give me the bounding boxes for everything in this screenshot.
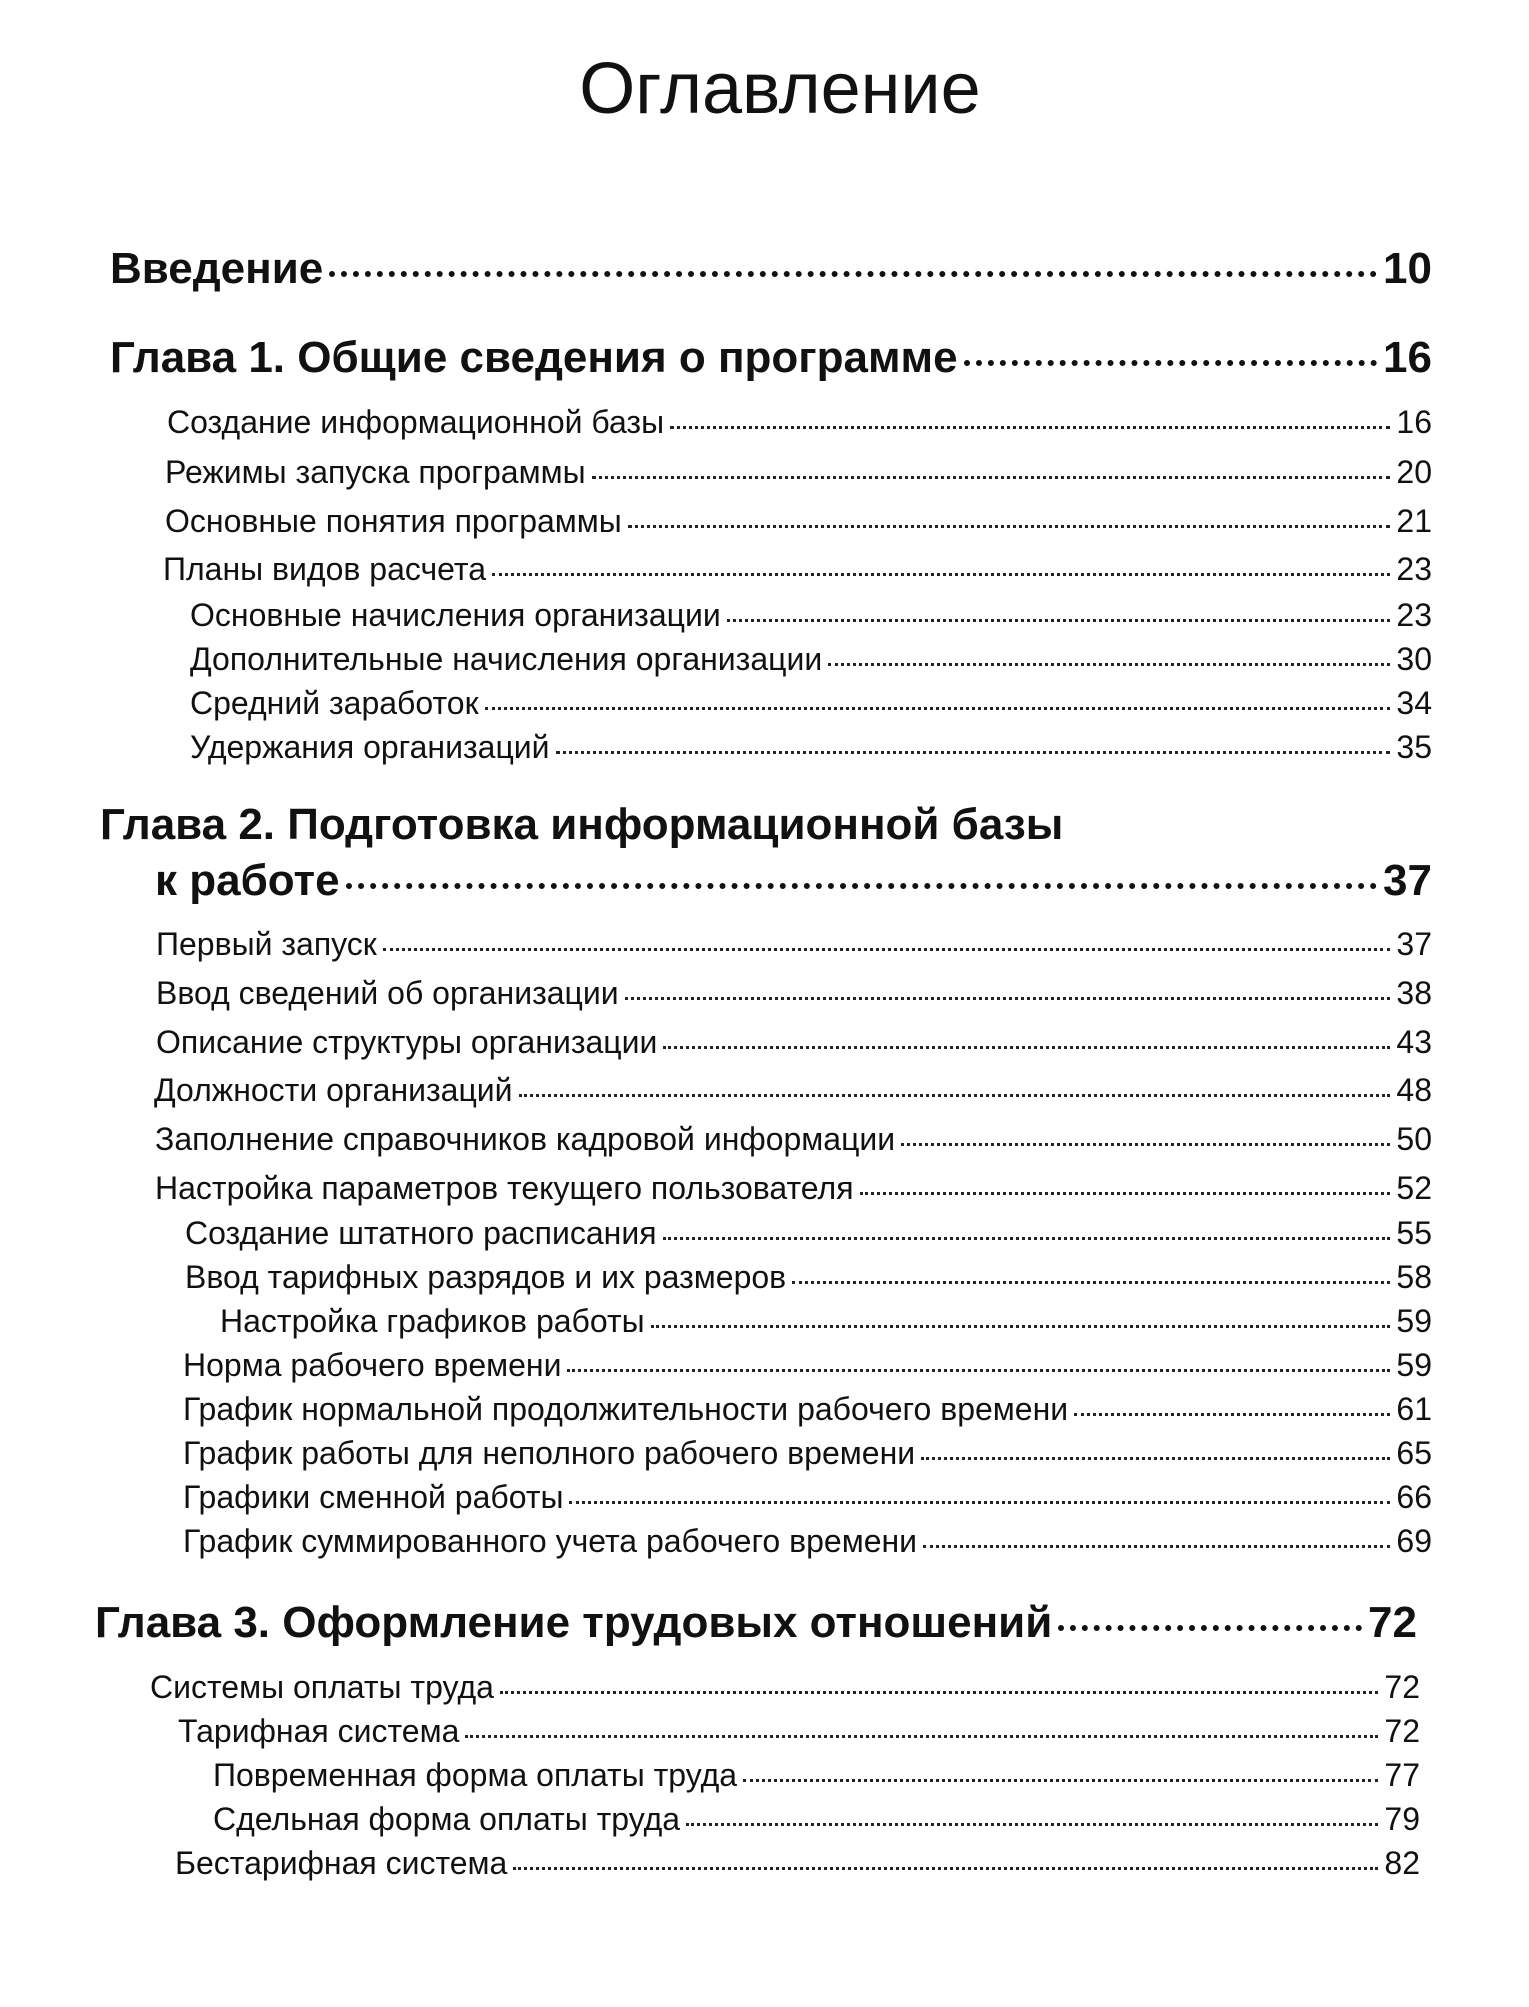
dot-leader: [625, 997, 1391, 1000]
toc-entry-label: Дополнительные начисления организации: [190, 641, 823, 677]
toc-entry-label: Глава 1. Общие сведения о программе: [110, 333, 958, 382]
dot-leader: [860, 1192, 1391, 1195]
toc-entry-label: Основные начисления организации: [190, 597, 721, 633]
toc-entry[interactable]: [190, 685, 1432, 722]
toc-entry[interactable]: [156, 1024, 1432, 1061]
toc-entry-page: 79: [1384, 1801, 1420, 1837]
dot-leader: [383, 948, 1391, 951]
toc-entry-page: 61: [1396, 1391, 1432, 1427]
toc-entry-label: Создание информационной базы: [167, 404, 665, 440]
dot-leader: [569, 1501, 1390, 1504]
toc-entry-label: Основные понятия программы: [165, 503, 622, 539]
toc-entry[interactable]: [154, 1072, 1432, 1109]
toc-entry[interactable]: [185, 1215, 1432, 1252]
toc-entry[interactable]: [175, 1845, 1420, 1882]
toc-entry-page: 37: [1383, 856, 1432, 905]
toc-entry[interactable]: [183, 1347, 1432, 1384]
toc-entry[interactable]: [110, 244, 1432, 294]
toc-entry-label: Планы видов расчета: [163, 551, 486, 587]
toc-entry-label: График суммированного учета рабочего времени: [183, 1523, 918, 1559]
toc-entry[interactable]: [156, 926, 1432, 963]
toc-entry[interactable]: [213, 1801, 1420, 1838]
toc-entry-label: Повременная форма оплаты труда: [213, 1757, 738, 1793]
dot-leader: [923, 1545, 1390, 1548]
toc-entry-label: Описание структуры организации: [156, 1024, 658, 1060]
toc-entry-page: 52: [1396, 1170, 1432, 1206]
dot-leader: [921, 1457, 1390, 1460]
toc-entry[interactable]: [156, 975, 1432, 1012]
dot-leader: [519, 1094, 1391, 1097]
toc-entry-page: 38: [1396, 975, 1432, 1011]
toc-entry-label: Введение: [110, 244, 324, 293]
toc-entry[interactable]: [110, 333, 1432, 383]
toc-entry-page: 23: [1396, 597, 1432, 633]
toc-entry-label: Бестарифная система: [175, 1845, 508, 1881]
dot-leader: [651, 1325, 1391, 1328]
toc-entry[interactable]: [165, 454, 1432, 491]
dot-leader: [346, 883, 1377, 889]
chapter-heading: Глава 2. Подготовка информационной базы: [100, 800, 1064, 849]
toc-entry-label: Первый запуск: [156, 926, 377, 962]
toc-entry-page: 20: [1396, 454, 1432, 490]
page-title: Оглавление: [579, 49, 981, 129]
dot-leader: [485, 707, 1391, 710]
toc-entry[interactable]: [155, 856, 1432, 906]
toc-entry-page: 43: [1396, 1024, 1432, 1060]
dot-leader: [663, 1046, 1390, 1049]
toc-entry-label: Удержания организаций: [190, 729, 550, 765]
toc-entry-label: к работе: [155, 856, 340, 905]
toc-entry-page: 66: [1396, 1479, 1432, 1515]
toc-entry-page: 30: [1396, 641, 1432, 677]
toc-entry[interactable]: [165, 503, 1432, 540]
dot-leader: [628, 525, 1391, 528]
toc-entry-page: 16: [1383, 333, 1432, 382]
toc-entry-page: 65: [1396, 1435, 1432, 1471]
toc-entry[interactable]: [183, 1479, 1432, 1516]
dot-leader: [1058, 1625, 1362, 1631]
toc-entry-page: 72: [1384, 1713, 1420, 1749]
toc-entry-label: Настройка параметров текущего пользователя: [155, 1170, 854, 1206]
dot-leader: [329, 271, 1377, 277]
dot-leader: [592, 476, 1391, 479]
toc-entry-page: 35: [1396, 729, 1432, 765]
toc-entry[interactable]: [163, 551, 1432, 588]
toc-entry-page: 55: [1396, 1215, 1432, 1251]
toc-entry[interactable]: [155, 1170, 1432, 1207]
toc-entry-page: 34: [1396, 685, 1432, 721]
toc-entry[interactable]: [183, 1523, 1432, 1560]
dot-leader: [663, 1237, 1391, 1240]
toc-entry-label: Сдельная форма оплаты труда: [213, 1801, 681, 1837]
dot-leader: [556, 751, 1391, 754]
toc-entry-label: Глава 3. Оформление трудовых отношений: [95, 1598, 1053, 1647]
toc-entry[interactable]: [150, 1669, 1420, 1706]
toc-entry-label: Настройка графиков работы: [220, 1303, 645, 1339]
toc-entry[interactable]: [220, 1303, 1432, 1340]
toc-entry-label: График нормальной продолжительности рабочего времени: [183, 1391, 1069, 1427]
toc-entry[interactable]: [155, 1121, 1432, 1158]
dot-leader: [500, 1691, 1379, 1694]
toc-entry-label: Системы оплаты труда: [150, 1669, 494, 1705]
toc-entry-label: Ввод тарифных разрядов и их размеров: [185, 1259, 787, 1295]
toc-entry-label: Ввод сведений об организации: [156, 975, 619, 1011]
toc-entry-label: Графики сменной работы: [183, 1479, 564, 1515]
dot-leader: [1074, 1413, 1390, 1416]
toc-entry-label: График работы для неполного рабочего времени: [183, 1435, 916, 1471]
toc-entry[interactable]: [190, 597, 1432, 634]
toc-entry-page: 50: [1396, 1121, 1432, 1157]
dot-leader: [964, 360, 1378, 366]
toc-entry-page: 59: [1396, 1303, 1432, 1339]
toc-entry-label: Тарифная система: [178, 1713, 460, 1749]
toc-entry-page: 16: [1396, 404, 1432, 440]
dot-leader: [513, 1867, 1378, 1870]
dot-leader: [727, 619, 1391, 622]
toc-entry-label: Режимы запуска программы: [165, 454, 586, 490]
dot-leader: [792, 1281, 1390, 1284]
toc-entry[interactable]: [185, 1259, 1432, 1296]
toc-entry-page: 23: [1396, 551, 1432, 587]
toc-entry[interactable]: [190, 729, 1432, 766]
dot-leader: [465, 1735, 1378, 1738]
toc-entry-label: Должности организаций: [154, 1072, 513, 1108]
toc-entry-page: 58: [1396, 1259, 1432, 1295]
toc-entry[interactable]: [190, 641, 1432, 678]
toc-entry-page: 69: [1396, 1523, 1432, 1559]
toc-entry-page: 72: [1368, 1598, 1417, 1647]
dot-leader: [492, 573, 1390, 576]
toc-entry-page: 21: [1396, 503, 1432, 539]
toc-entry-label: Создание штатного расписания: [185, 1215, 657, 1251]
dot-leader: [828, 663, 1390, 666]
toc-entry-page: 72: [1384, 1669, 1420, 1705]
dot-leader: [670, 426, 1390, 429]
toc-entry-page: 48: [1396, 1072, 1432, 1108]
toc-entry-page: 82: [1384, 1845, 1420, 1881]
toc-entry-page: 77: [1384, 1757, 1420, 1793]
dot-leader: [743, 1779, 1378, 1782]
toc-entry-label: Средний заработок: [190, 685, 479, 721]
toc-entry[interactable]: [95, 1598, 1417, 1648]
toc-entry-page: 59: [1396, 1347, 1432, 1383]
toc-entry[interactable]: [167, 404, 1432, 441]
toc-entry[interactable]: [183, 1435, 1432, 1472]
dot-leader: [686, 1823, 1378, 1826]
toc-entry-label: Заполнение справочников кадровой информации: [155, 1121, 896, 1157]
toc-entry-label: Норма рабочего времени: [183, 1347, 562, 1383]
toc-entry-page: 10: [1383, 244, 1432, 293]
toc-entry-page: 37: [1396, 926, 1432, 962]
toc-entry[interactable]: [213, 1757, 1420, 1794]
toc-entry[interactable]: [178, 1713, 1420, 1750]
dot-leader: [901, 1143, 1390, 1146]
toc-entry[interactable]: [183, 1391, 1432, 1428]
dot-leader: [567, 1369, 1390, 1372]
